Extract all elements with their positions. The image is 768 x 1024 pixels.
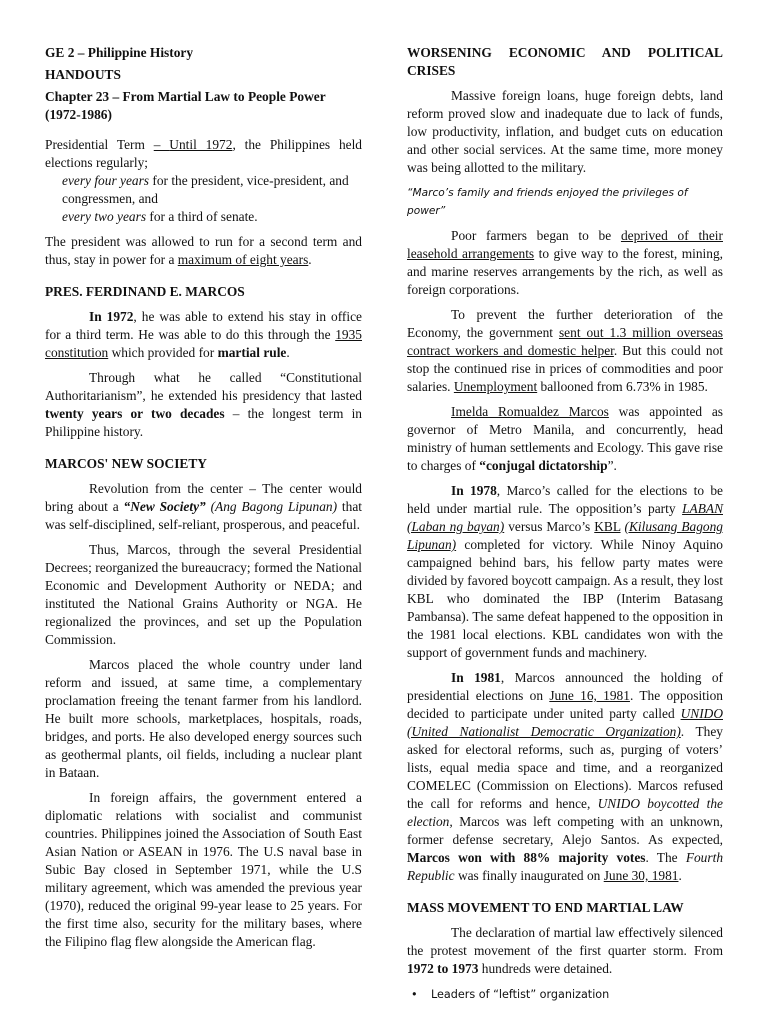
presidential-term-paragraph: Presidential Term – Until 1972, the Philippines held elections regularly; (45, 137, 362, 170)
mass-movement-paragraph: The declaration of martial law effectively silenced the protest movement of the first quarter storm. From 1972 to 1973 hundreds were detained. (407, 925, 723, 976)
new-society-heading: MARCOS' NEW SOCIETY (45, 456, 207, 471)
handouts-title: HANDOUTS (45, 67, 121, 82)
detained-list (407, 986, 723, 1004)
privileges-quote: “Marco’s family and friends enjoyed the privileges of power” (407, 187, 688, 217)
list-item: • Leaders of “leftist” organization (431, 986, 723, 1004)
right-column (407, 44, 723, 1004)
crises-paragraph-3: To prevent the further deterioration of the Economy, the government sent out 1.3 million overseas contract workers and domestic helper. But this could not stop the continued rise in prices of commodities and poor salaries. Unemployment ballooned from 6.73% in 1985. (407, 307, 723, 394)
second-term-paragraph: The president was allowed to run for a second term and thus, stay in power for a maximum of eight years. (45, 234, 362, 267)
mass-movement-heading: MASS MOVEMENT TO END MARTIAL LAW (407, 900, 684, 915)
left-column (45, 44, 362, 951)
crises-heading: WORSENING ECONOMIC AND POLITICAL CRISES (407, 45, 723, 78)
imelda-paragraph: Imelda Romualdez Marcos was appointed as governor of Metro Manila, and concurrently, head ministry of human settlements and Ecology. This gave rise to charges of “conjugal dictatorship”. (407, 404, 724, 473)
new-society-paragraph-4: In foreign affairs, the government entered a diplomatic relations with socialist and communist countries. Philippines joined the Association of South East Asian Nation or ASEAN in 1976. The U.S naval base in Subic Bay closed in September 1971, while the U.S military agreement, which was amended the previous year (1970), reduced the original 99-year lease to 25 years. For the first time also, security for the military bases, where the Filipino flag flew alongside the American flag. (45, 790, 362, 949)
marcos-paragraph-2: Through what he called “Constitutional Authoritarianism”, he extended his presidency that lasted twenty years or two decades – the longest term in Philippine history. (45, 370, 362, 439)
chapter-title: Chapter 23 – From Martial Law to People Power (1972-1986) (45, 89, 326, 122)
term-line-two-years: every two years for a third of senate. (62, 209, 258, 224)
crises-paragraph-2: Poor farmers began to be deprived of their leasehold arrangements to give way to the forest, mining, and marine reserves arrangements by the rich, as well as foreign corporations. (407, 228, 723, 297)
elections-1981-paragraph: In 1981, Marcos announced the holding of presidential elections on June 16, 1981. The opposition decided to participate under united party called UNIDO (United Nationalist Democratic Organization). They asked for electoral reforms, such as, purging of voters’ lists, equal media space and time, and a reorganized COMELEC (Commission on Elections). Marcos refused the call for reforms and hence, UNIDO boycotted the election, Marcos was left competing with an unknown, former defense secretary, Alejo Santos. As expected, Marcos won with 88% majority votes. The Fourth Republic was finally inaugurated on June 30, 1981. (407, 670, 724, 883)
marcos-paragraph-1: In 1972, he was able to extend his stay in office for a third term. He was able to do this through the 1935 constitution which provided for martial rule. (45, 309, 362, 360)
new-society-paragraph-3: Marcos placed the whole country under land reform and issued, at same time, a complementary proclamation freeing the tenant farmer from his landlord. He built more schools, marketplaces, hospitals, roads, bridges, and ports. He also developed energy sources such as geothermal plants, oil fields, including a nuclear plant in Bataan. (45, 657, 362, 780)
term-line-four-years: every four years for the president, vice-president, and congressmen, and (62, 173, 349, 206)
elections-1978-paragraph: In 1978, Marco’s called for the elections to be held under martial rule. The opposition’s party LABAN (Laban ng bayan) versus Marco’s KBL (Kilusang Bagong Lipunan) completed for victory. While Ninoy Aquino campaigned behind bars, his fellow party mates were divided by favored boycott campaign. As a result, they lost KBL who dominated the IBP (Interim Batasang Pambansa). The same defeat happened to the opposition in the 1981 local elections. KBL candidates won with the support of government funds and machinery. (407, 483, 724, 660)
crises-paragraph-1: Massive foreign loans, huge foreign debts, land reform proved slow and inadequate due to lack of funds, low productivity, inflation, and budget cuts on education and other social services. At the same time, more money was being allotted to the military. (407, 88, 723, 175)
bullet-dot-icon: • (411, 988, 418, 1001)
new-society-paragraph-2: Thus, Marcos, through the several Presidential Decrees; reorganized the bureaucracy; formed the National Economic and Development Authority or NEDA; and instituted the National Grains Authority or NGA. He regionalized the provinces, and set up the Population Commission. (45, 542, 362, 647)
course-title: GE 2 – Philippine History (45, 45, 194, 60)
marcos-heading: PRES. FERDINAND E. MARCOS (45, 284, 245, 299)
new-society-paragraph-1: Revolution from the center – The center would bring about a “New Society” (Ang Bagong Lipunan) that was self-disciplined, self-reliant, prosperous, and peaceful. (45, 481, 362, 532)
